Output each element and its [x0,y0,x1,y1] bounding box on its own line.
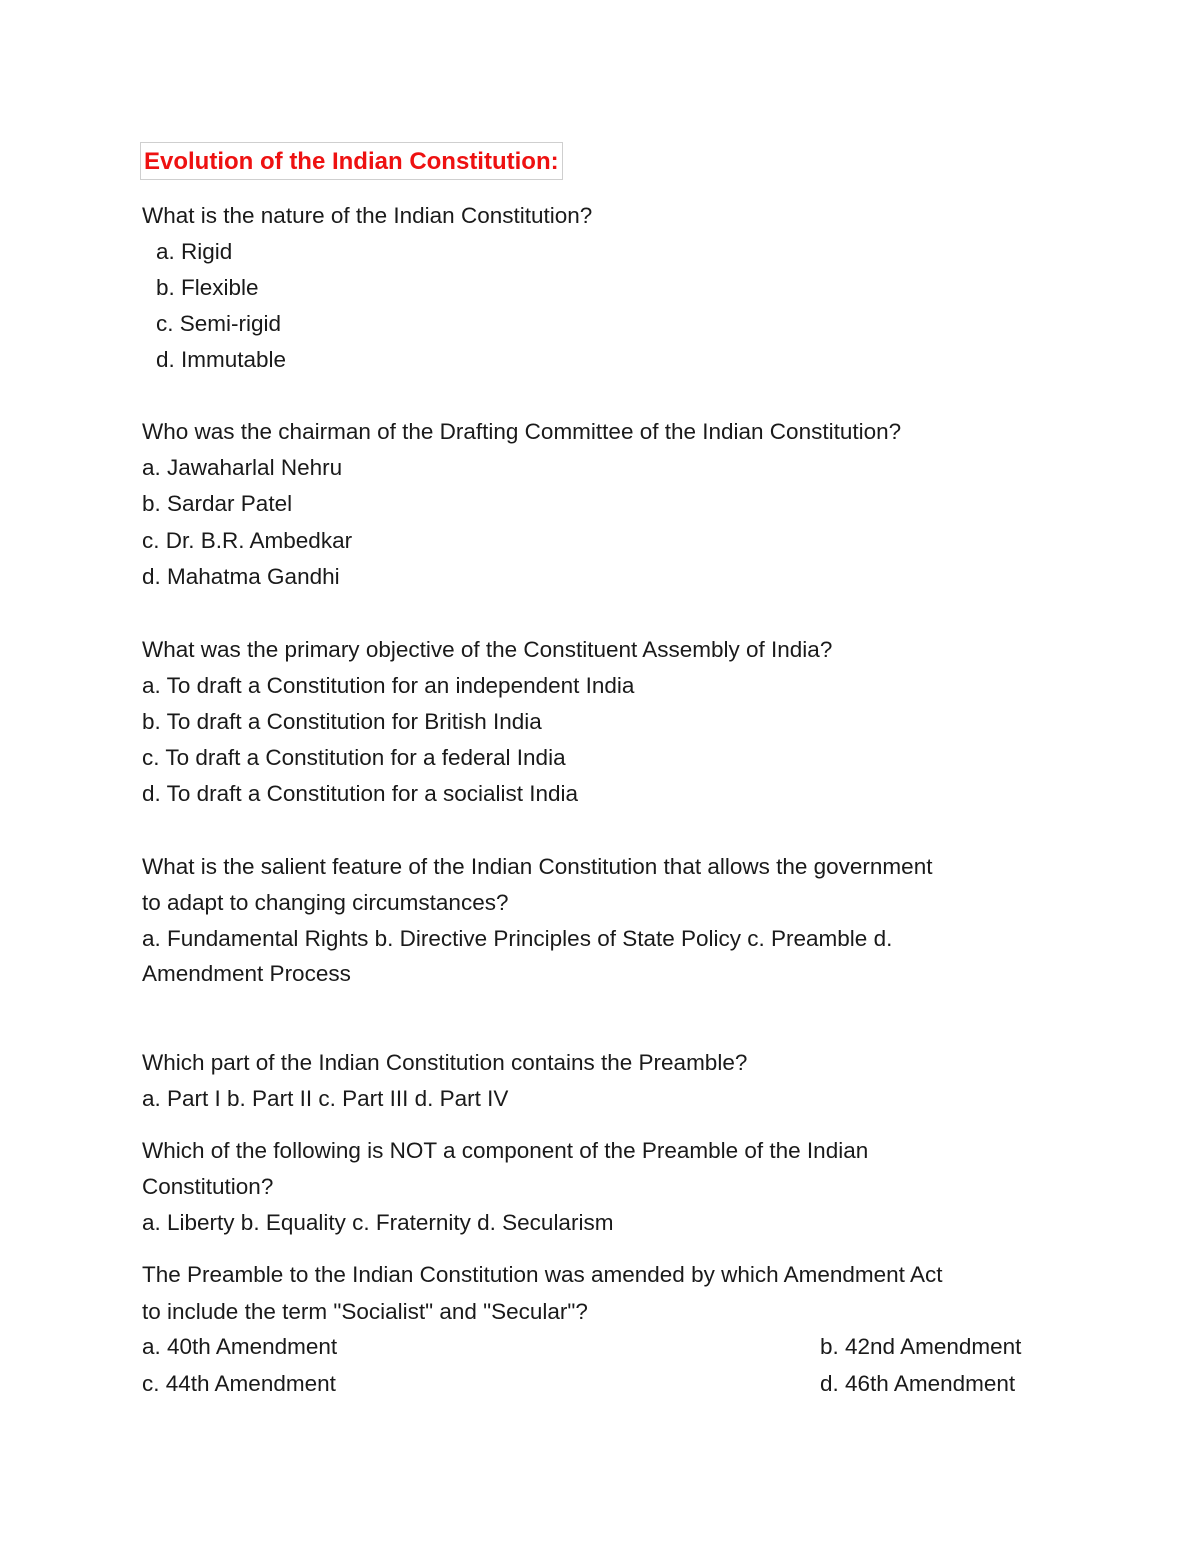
question-5-options: a. Part I b. Part II c. Part III d. Part IV [142,1086,509,1111]
question-3-option-d: d. To draft a Constitution for a socialist India [142,781,579,806]
question-7-option-c: c. 44th Amendment [142,1371,336,1396]
question-3-option-c: c. To draft a Constitution for a federal India [142,745,566,770]
question-7-line-2: to include the term "Socialist" and "Secular"? [142,1299,588,1324]
question-3-option-b: b. To draft a Constitution for British India [142,709,542,734]
question-6-line-2: Constitution? [142,1174,274,1199]
question-1-option-b: b. Flexible [156,275,259,300]
question-7-option-d: d. 46th Amendment [820,1371,1016,1396]
question-7-line-1: The Preamble to the Indian Constitution was amended by which Amendment Act [142,1262,943,1287]
question-1-option-a: a. Rigid [156,239,233,264]
question-2-option-d: d. Mahatma Gandhi [142,564,340,589]
question-6-line-1: Which of the following is NOT a component of the Preamble of the Indian [142,1138,869,1163]
question-2-option-a: a. Jawaharlal Nehru [142,455,343,480]
question-1: What is the nature of the Indian Constitution? [142,203,593,228]
question-5: Which part of the Indian Constitution contains the Preamble? [142,1050,748,1075]
question-4-options-line-1: a. Fundamental Rights b. Directive Principles of State Policy c. Preamble d. [142,926,893,951]
question-2-option-b: b. Sardar Patel [142,491,293,516]
question-7-option-a: a. 40th Amendment [142,1334,338,1359]
question-4-line-1: What is the salient feature of the Indian Constitution that allows the government [142,854,933,879]
question-1-option-c: c. Semi-rigid [156,311,282,336]
question-7-option-b: b. 42nd Amendment [820,1334,1022,1359]
question-2-option-c: c. Dr. B.R. Ambedkar [142,528,353,553]
question-3: What was the primary objective of the Constituent Assembly of India? [142,637,833,662]
question-4-options-line-2: Amendment Process [142,961,351,986]
title-frame [140,142,563,180]
question-2: Who was the chairman of the Drafting Committee of the Indian Constitution? [142,419,902,444]
question-6-options: a. Liberty b. Equality c. Fraternity d. Secularism [142,1210,614,1235]
question-4-line-2: to adapt to changing circumstances? [142,890,509,915]
question-1-option-d: d. Immutable [156,347,287,372]
question-3-option-a: a. To draft a Constitution for an independent India [142,673,635,698]
page-title: Evolution of the Indian Constitution: [144,148,559,175]
